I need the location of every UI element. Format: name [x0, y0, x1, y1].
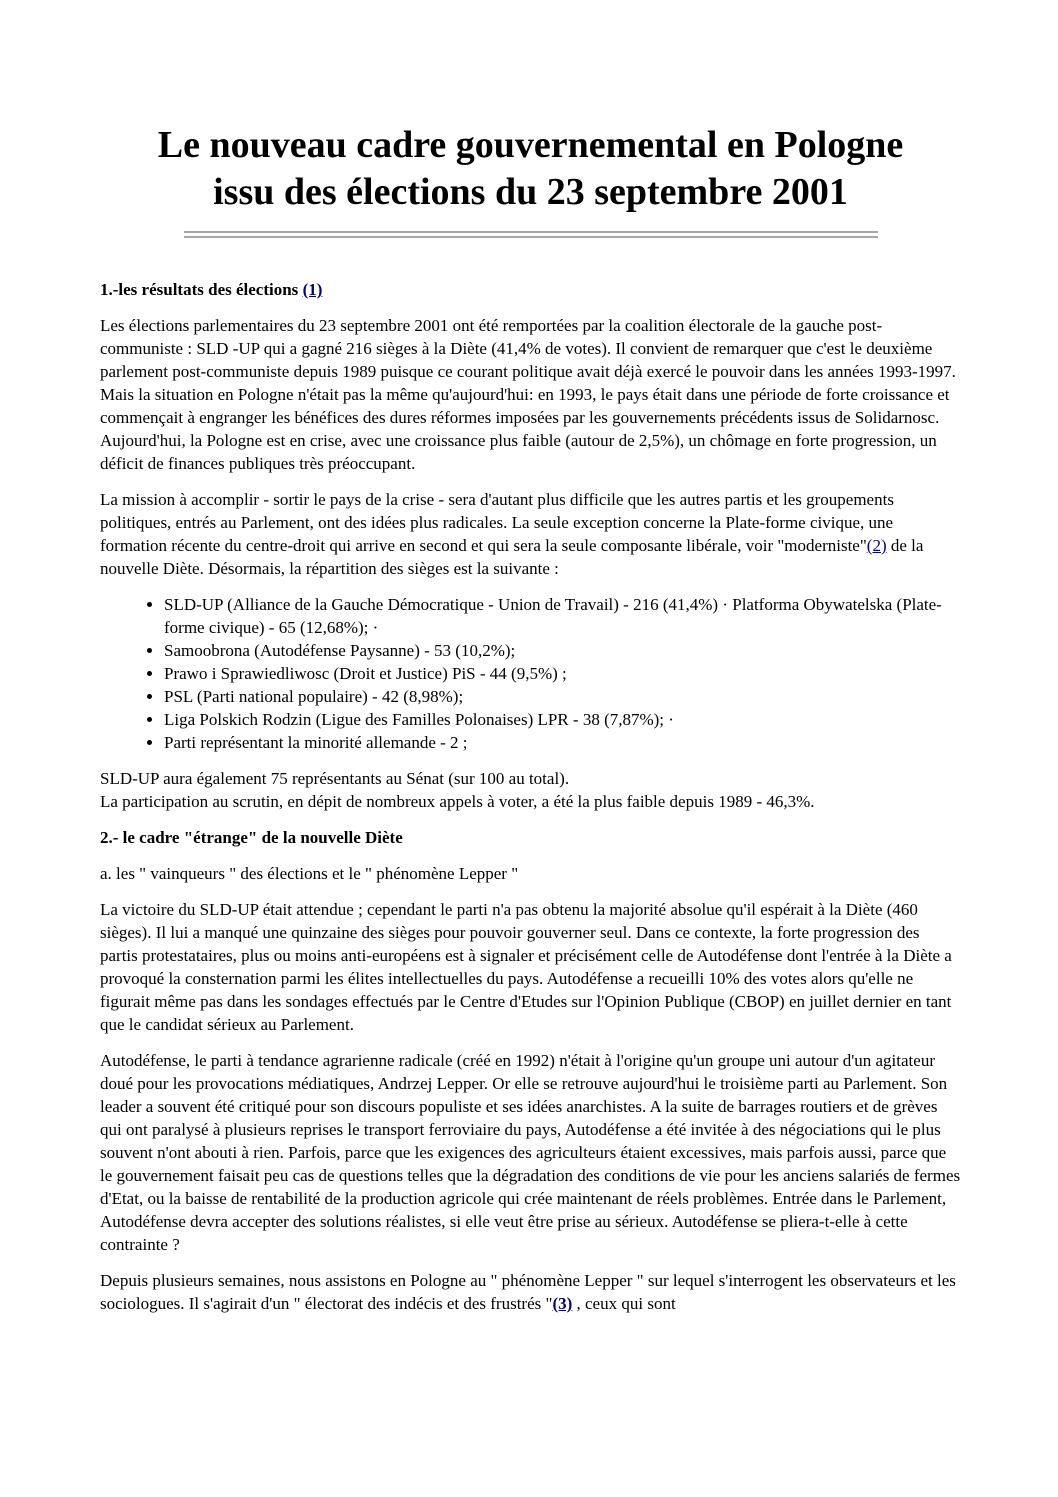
section1-heading-text: 1.-les résultats des élections	[100, 280, 303, 299]
page-title-line-2: issu des élections du 23 septembre 2001	[213, 171, 848, 213]
section1-paragraph-2-text-after: de la nouvelle Diète. Désormais, la répartition des sièges est la suivante :	[100, 536, 924, 578]
section1-paragraph-3	[100, 767, 961, 813]
list-item-minorite-allemande: • Parti représentant la minorité allemande - 2 ;	[164, 731, 961, 754]
section2-paragraph-3-text-after: , ceux qui sont	[572, 1294, 676, 1313]
section1-heading	[100, 278, 961, 301]
section1-paragraph-1: Les élections parlementaires du 23 septembre 2001 ont été remportées par la coalition électorale de la gauche post-communiste : SLD -UP qui a gagné 216 sièges à la Diète (41,4% de votes). Il convient de remarquer que c'est le deuxième parlement post-communiste depuis 1989 puisque ce courant politique avait déjà exercé le pouvoir dans les années 1993-1997. Mais la situation en Pologne n'était pas la même qu'aujourd'hui: en 1993, le pays était dans une période de forte croissance et commençait à engranger les bénéfices des dures réformes imposées par les gouvernements précédents issus de Solidarnosc. Aujourd'hui, la Pologne est en crise, avec une croissance plus faible (autour de 2,5%), un chômage en forte progression, un déficit de finances publiques très préoccupant.	[100, 316, 956, 473]
page-title-line-1: Le nouveau cadre gouvernemental en Pologne	[157, 124, 904, 166]
seat-distribution-list	[100, 593, 961, 754]
list-item-psl: • PSL (Parti national populaire) - 42 (8,98%);	[164, 685, 961, 708]
title-divider-rule	[184, 231, 878, 238]
footnote-link-1[interactable]: (1)	[302, 280, 323, 299]
section1-paragraph-2-text-before: La mission à accomplir - sortir le pays de la crise - sera d'autant plus difficile que les autres partis et les groupements politiques, entrés au Parlement, ont des idées plus radicales. La seule exception concerne la Plate-forme civique, une formation récente du centre-droit qui arrive en second et qui sera la seule composante libérale, voir "moderniste"	[100, 490, 894, 555]
page-title	[100, 122, 961, 216]
list-item-sld-up: • SLD-UP (Alliance de la Gauche Démocratique - Union de Travail) - 216 (41,4%) · Platforma Obywatelska (Plate-forme civique) - 65 (12,68%); ·	[164, 593, 961, 639]
list-item-samoobrona: • Samoobrona (Autodéfense Paysanne) - 53 (10,2%);	[164, 639, 961, 662]
section2-paragraph-3-text-before: Depuis plusieurs semaines, nous assistons en Pologne au " phénomène Lepper " sur lequel s'interrogent les observateurs et les sociologues. Il s'agirait d'un " électorat des indécis et des frustrés "	[100, 1271, 956, 1313]
section2-paragraph-2: Autodéfense, le parti à tendance agrarienne radicale (créé en 1992) n'était à l'origine qu'un groupe uni autour d'un agitateur doué pour les provocations médiatiques, Andrzej Lepper. Or elle se retrouve aujourd'hui le troisième parti au Parlement. Son leader a souvent été critiqué pour son discours populiste et ses idées anarchistes. A la suite de barrages routiers et de grèves qui ont paralysé à plusieurs reprises le transport ferroviaire du pays, Autodéfense a été invitée à des négociations qui le plus souvent n'ont abouti à rien. Parfois, parce que les exigences des agriculteurs étaient excessives, mais parfois aussi, parce que le gouvernement faisait peu cas de questions telles que la dégradation des conditions de vie pour les anciens salariés de fermes d'Etat, ou la baisse de rentabilité de la production agricole qui crée maintenant de réels problèmes. Entrée dans le Parlement, Autodéfense devra accepter des solutions réalistes, si elle veut être prise au sérieux. Autodéfense se pliera-t-elle à cette contrainte ?	[100, 1051, 961, 1254]
footnote-link-2[interactable]: (2)	[866, 536, 887, 555]
senate-line: SLD-UP aura également 75 représentants au Sénat (sur 100 au total).	[100, 769, 570, 788]
section2-heading: 2.- le cadre "étrange" de la nouvelle Diète	[100, 828, 403, 847]
section2-subheading: a. les " vainqueurs " des élections et le " phénomène Lepper "	[100, 864, 519, 883]
list-item-pis: • Prawo i Sprawiedliwosc (Droit et Justice) PiS - 44 (9,5%) ;	[164, 662, 961, 685]
section1-paragraph-2	[100, 488, 961, 580]
section2-paragraph-3	[100, 1269, 961, 1315]
section2-paragraph-1: La victoire du SLD-UP était attendue ; cependant le parti n'a pas obtenu la majorité absolue qu'il espérait à la Diète (460 sièges). Il lui a manqué une quinzaine des sièges pour pouvoir gouverner seul. Dans ce contexte, la forte progression des partis protestataires, plus ou moins anti-européens est à signaler et précisément celle de Autodéfense dont l'entrée à la Diète a provoqué la consternation parmi les élites intellectuelles du pays. Autodéfense a recueilli 10% des votes alors qu'elle ne figurait même pas dans les sondages effectués par le Centre d'Etudes sur l'Opinion Publique (CBOP) en juillet dernier en tant que le candidat sérieux au Parlement.	[100, 900, 952, 1034]
participation-line: La participation au scrutin, en dépit de nombreux appels à voter, a été la plus faible depuis 1989 - 46,3%.	[100, 792, 815, 811]
list-item-lpr: • Liga Polskich Rodzin (Ligue des Familles Polonaises) LPR - 38 (7,87%); ·	[164, 708, 961, 731]
footnote-link-3[interactable]: (3)	[552, 1294, 573, 1313]
